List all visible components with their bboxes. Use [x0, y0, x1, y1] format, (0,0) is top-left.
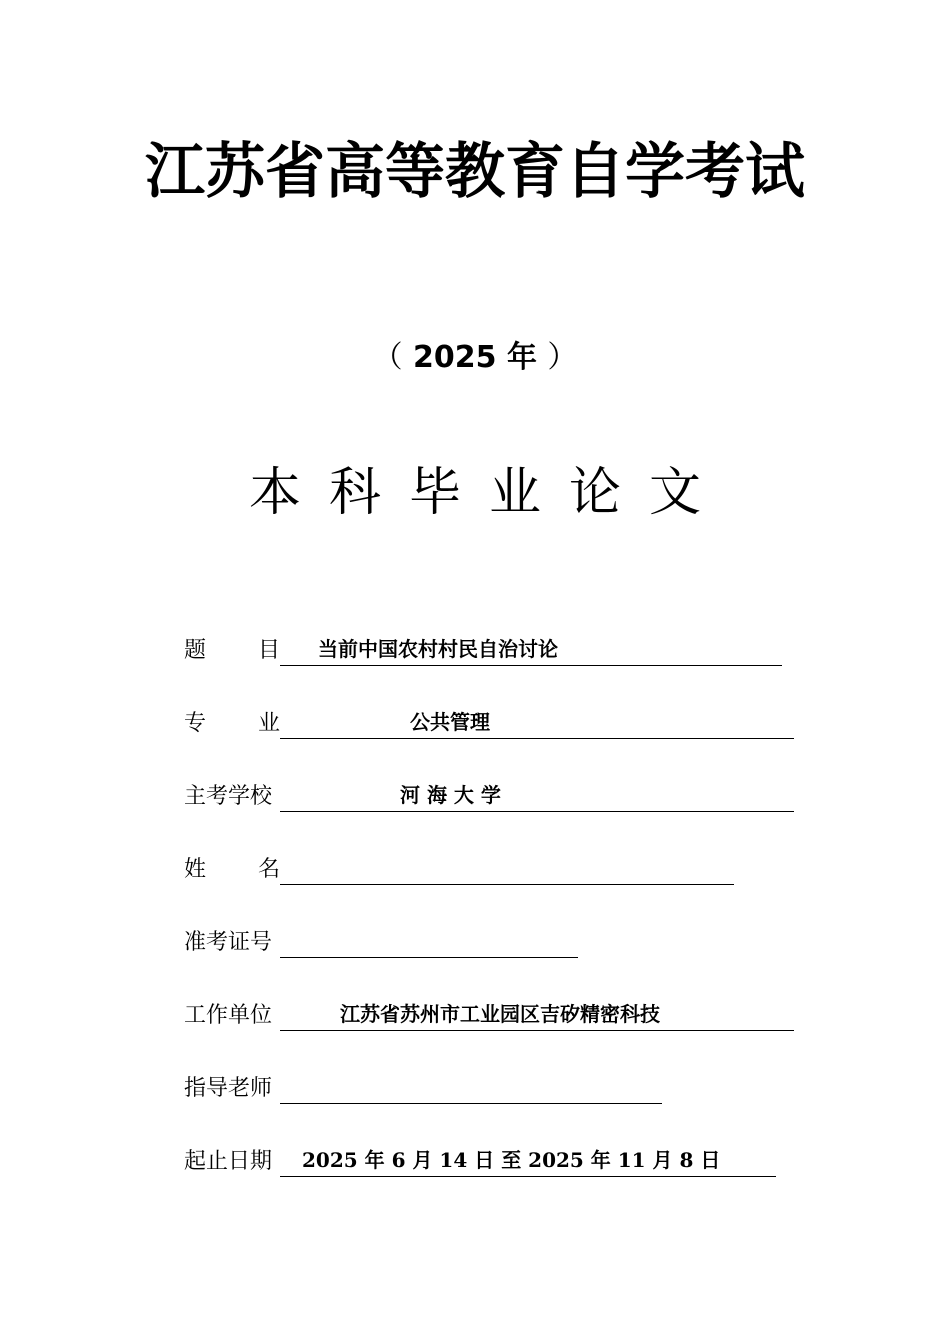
field-exam-id-label: 准考证号: [184, 930, 273, 955]
field-name: [184, 849, 734, 885]
field-major: [184, 703, 794, 739]
field-topic-value: 当前中国农村村民自治讨论: [318, 637, 558, 661]
field-employer-line[interactable]: [280, 1000, 794, 1031]
field-major-label: [184, 709, 280, 739]
field-school-label: 主考学校: [184, 784, 273, 809]
field-major-label-first: 专: [184, 711, 207, 736]
field-major-line[interactable]: [280, 708, 794, 739]
field-topic: [184, 630, 782, 666]
field-name-label: [184, 855, 280, 885]
field-dates-label: 起止日期: [184, 1149, 273, 1174]
year-line: [0, 336, 950, 380]
year-open-paren: （: [372, 340, 403, 375]
field-name-label-first: 姓: [184, 857, 207, 882]
field-dates-value: 2025 年 6 月 14 日 至 2025 年 11 月 8 日: [302, 1148, 721, 1172]
year-close-paren: ）: [547, 340, 578, 375]
field-employer: [184, 995, 794, 1031]
field-topic-label-second: 目: [257, 638, 280, 663]
field-topic-line[interactable]: [280, 635, 782, 666]
field-topic-label-first: 题: [184, 638, 207, 663]
document-subtitle: 本科毕业论文: [248, 463, 729, 523]
field-major-value: 公共管理: [410, 710, 490, 734]
field-school: [184, 776, 794, 812]
field-exam-id-line[interactable]: [280, 927, 578, 958]
field-advisor: [184, 1068, 662, 1104]
field-employer-value: 江苏省苏州市工业园区吉矽精密科技: [340, 1002, 660, 1026]
field-advisor-label: 指导老师: [184, 1076, 273, 1101]
field-school-value: 河 海 大 学: [400, 783, 501, 807]
field-employer-label: 工作单位: [184, 1003, 273, 1028]
field-major-label-second: 业: [257, 711, 280, 736]
field-dates-line[interactable]: [280, 1146, 776, 1177]
field-exam-id: [184, 922, 578, 958]
field-name-label-second: 名: [257, 857, 280, 882]
field-name-line[interactable]: [280, 854, 734, 885]
field-school-line[interactable]: [280, 781, 794, 812]
document-title: 江苏省高等教育自学考试: [145, 137, 805, 207]
field-dates: [184, 1141, 776, 1177]
field-topic-label: [184, 636, 280, 666]
year-value: 2025 年: [413, 340, 537, 375]
field-advisor-line[interactable]: [280, 1073, 662, 1104]
